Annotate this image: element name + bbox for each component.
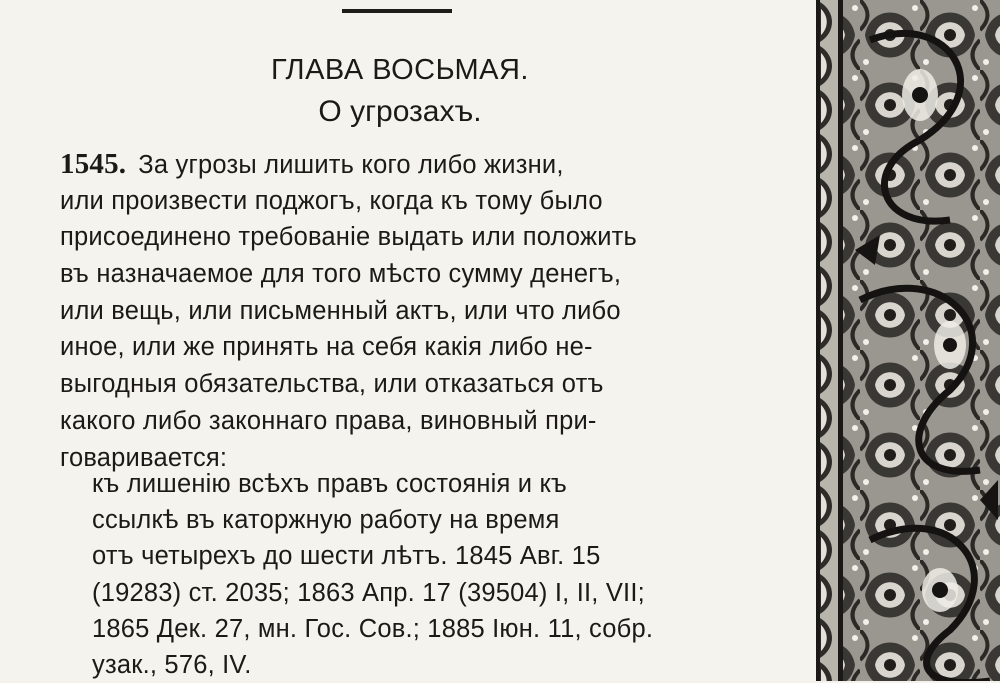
article-line [60,146,772,183]
article-line: или вещь, или письменный актъ, или что либо [60,296,621,325]
article-line: выгодныя обязательства, или отказаться отъ [60,370,604,399]
article-line: какого либо законнаго права, виновный при- [60,406,597,435]
top-rule [342,9,452,13]
penalty-line: отъ четырехъ до шести лѣтъ. 1845 Авг. 15 [92,542,601,571]
penalty-text [92,466,772,683]
article-text [60,146,772,476]
citation-line: (19283) ст. 2035; 1863 Апр. 17 (39504) I, II, VII; [92,578,645,607]
article-line: или произвести поджогъ, когда къ тому было [60,186,603,215]
ornament-icon [800,0,1000,681]
article-line: присоединено требованіе выдать или положить [60,223,638,252]
citation-line: узак., 576, IV. [92,650,252,679]
ornamental-border-image [800,0,1000,681]
citation-line: 1865 Дек. 27, мн. Гос. Сов.; 1885 Іюн. 11, собр. [92,614,654,643]
chapter-title: ГЛАВА ВОСЬМАЯ. [270,54,529,86]
penalty-line: къ лишенію всѣхъ правъ состоянія и къ [92,470,568,498]
article-line: иное, или же принять на себя какія либо не- [60,333,593,362]
article-number: 1545. [60,148,127,180]
penalty-line: ссылкѣ въ каторжную работу на время [92,506,560,535]
chapter-subtitle: О угрозахъ. [318,95,482,128]
article-line: говаривается: [60,443,228,472]
article-line: въ назначаемое для того мѣсто сумму денегъ, [60,260,622,289]
article-line-text: За угрозы лишить кого либо жизни, [138,151,564,179]
